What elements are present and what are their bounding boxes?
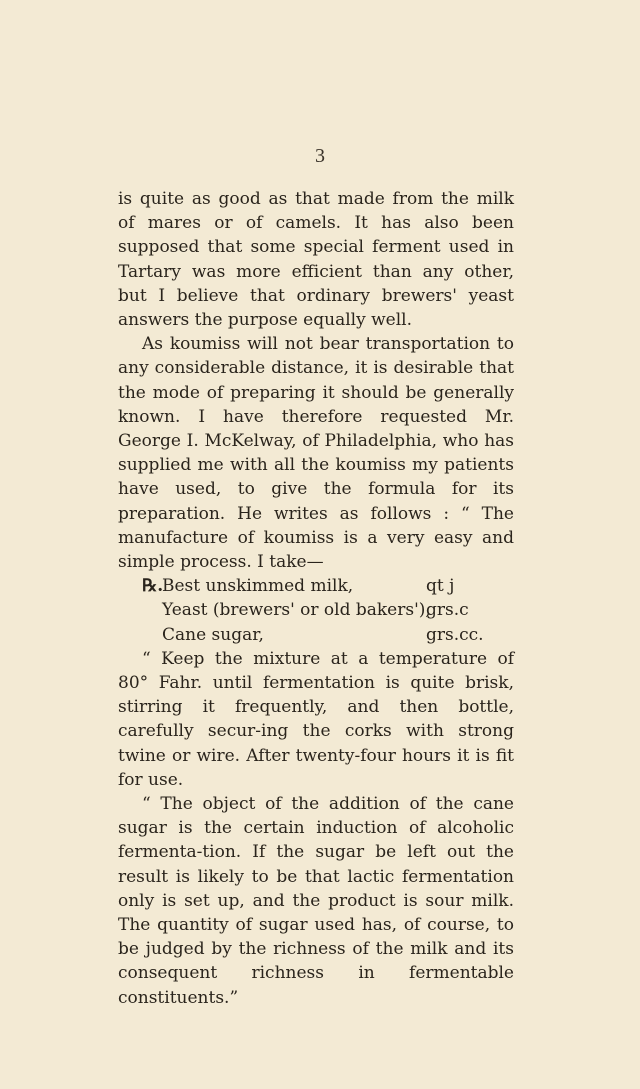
recipe-quantity: qt j [426,576,455,597]
recipe-ingredient: Yeast (brewers' or old bakers'), [162,600,431,621]
page-body [118,187,514,1010]
recipe-spacer [118,598,162,622]
paragraph-3: “ Keep the mixture at a temperature of 80° Fahr. until fermentation is quite brisk, stirring it frequently, and then bottle, carefully secur-ing the corks with strong twine or wire. After twenty-four hours it is fit for use. [118,648,514,790]
recipe-quantity: grs.cc. [426,624,484,645]
paragraph-2: As koumiss will not bear transportation to any considerable distance, it is desirable that the mode of preparing it should be generally known. I have therefore requested Mr. George I. McKelway, of Philadelphia, who has supplied me with all the koumiss my patients have used, to give the formula for its preparation. He writes as follows : “ The manufacture of koumiss is a very easy and simple process. I take— [118,334,514,573]
recipe-row [118,574,514,598]
recipe-ingredient: Best unskimmed milk, [162,576,354,597]
recipe-row [118,623,514,647]
recipe-spacer [118,623,162,647]
recipe-list [118,574,514,647]
paragraph-1: is quite as good as that made from the milk of mares or of camels. It has also been supposed that some special ferment used in Tartary was more efficient than any other, but I believe that ordinary brewers' yeast answers the purpose equally well. [118,189,514,331]
recipe-ingredient: Cane sugar, [162,624,264,645]
recipe-symbol: ℞. [142,576,164,597]
page-number: 3 [315,145,325,167]
paragraph-4: “ The object of the addition of the cane sugar is the certain induction of alcoholic fermenta-tion. If the sugar be left out the result is likely to be that lactic fermentation only is set up, and the product is sour milk. The quantity of sugar used has, of course, to be judged by the richness of the milk and its consequent richness in fermentable constituents.” [118,794,514,1008]
recipe-row [118,598,514,622]
recipe-quantity: grs.c [426,600,469,621]
